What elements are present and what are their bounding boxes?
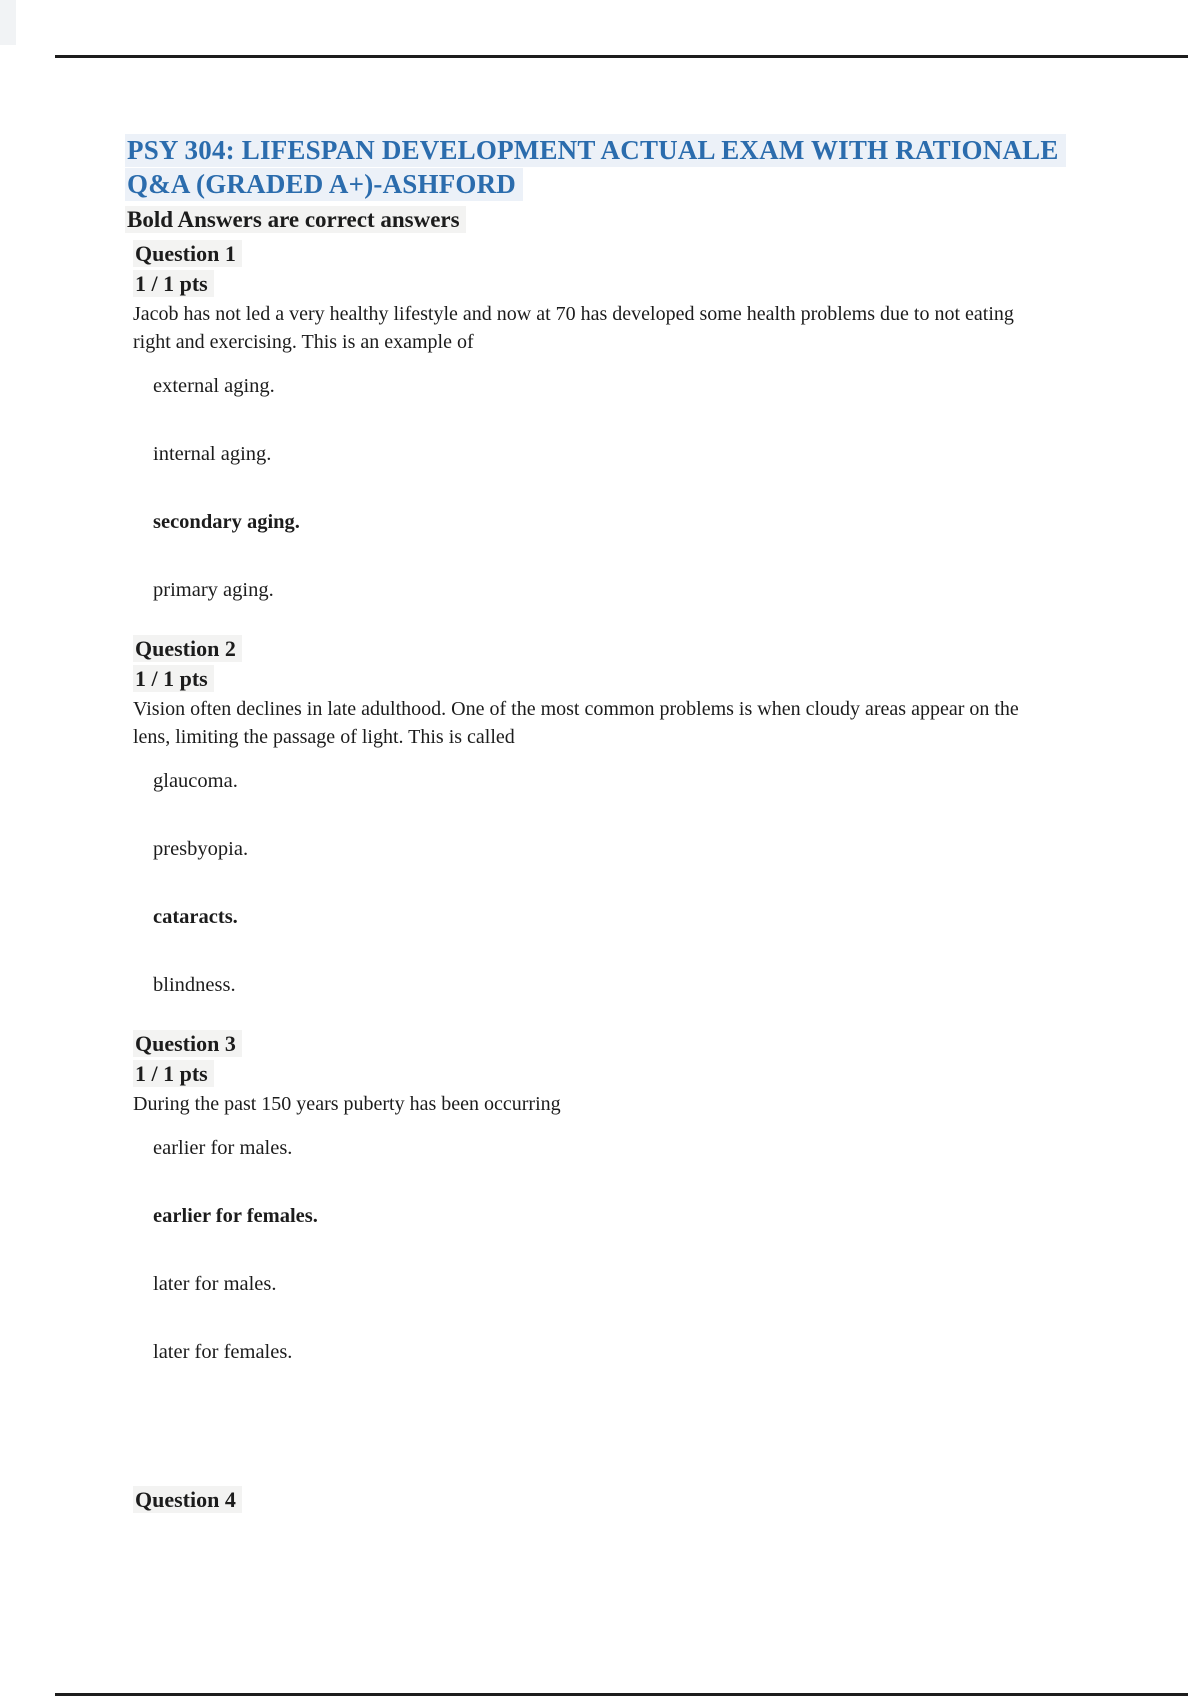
page-title-text-1: PSY 304: LIFESPAN DEVELOPMENT ACTUAL EXAM WITH RATIONALE xyxy=(125,134,1066,167)
top-rule xyxy=(55,55,1188,58)
question-label xyxy=(133,635,1075,663)
questions-list xyxy=(125,240,1075,1514)
subtitle-text: Bold Answers are correct answers xyxy=(125,206,466,233)
subtitle xyxy=(125,206,1075,234)
page-title xyxy=(125,133,1075,201)
question-label-text: Question 2 xyxy=(133,635,242,662)
question-block xyxy=(133,240,1075,604)
question-label-text: Question 3 xyxy=(133,1030,242,1057)
question-label xyxy=(133,1486,1075,1514)
question-block xyxy=(133,1486,1075,1514)
question-text: Vision often declines in late adulthood. One of the most common problems is when cloudy areas appear on the lens, limiting the passage of light. This is called xyxy=(133,698,1019,748)
question-block xyxy=(133,1030,1075,1366)
question-points-text: 1 / 1 pts xyxy=(133,270,214,297)
answer-option: later for males. xyxy=(153,1273,277,1295)
answer-option: earlier for males. xyxy=(153,1137,293,1159)
answer-option: internal aging. xyxy=(153,443,272,465)
question-points xyxy=(133,665,1075,693)
answer-option: primary aging. xyxy=(153,579,274,601)
answer-option-correct: earlier for females. xyxy=(153,1205,318,1227)
answer-option: glaucoma. xyxy=(153,770,238,792)
question-label xyxy=(133,240,1075,268)
answer-option: later for females. xyxy=(153,1341,293,1363)
answer-option: external aging. xyxy=(153,375,275,397)
answer-options xyxy=(133,1134,1075,1366)
question-block xyxy=(133,635,1075,999)
question-label-text: Question 1 xyxy=(133,240,242,267)
question-points xyxy=(133,270,1075,298)
answer-option: presbyopia. xyxy=(153,838,249,860)
page-title-line-2 xyxy=(125,167,1075,201)
question-label xyxy=(133,1030,1075,1058)
question-points xyxy=(133,1060,1075,1088)
question-text: During the past 150 years puberty has been occurring xyxy=(133,1093,561,1115)
bottom-rule xyxy=(55,1693,1188,1696)
answer-options xyxy=(133,372,1075,604)
page-title-line-1 xyxy=(125,133,1075,167)
answer-option-correct: secondary aging. xyxy=(153,511,300,533)
question-text: Jacob has not led a very healthy lifestyle and now at 70 has developed some health problems due to not eating right and exercising. This is an example of xyxy=(133,303,1014,353)
answer-options xyxy=(133,767,1075,999)
answer-option: blindness. xyxy=(153,974,236,996)
document-content xyxy=(125,133,1075,1514)
page-title-text-2: Q&A (GRADED A+)-ASHFORD xyxy=(125,168,523,201)
scan-artifact xyxy=(0,0,16,45)
question-points-text: 1 / 1 pts xyxy=(133,1060,214,1087)
question-points-text: 1 / 1 pts xyxy=(133,665,214,692)
question-label-text: Question 4 xyxy=(133,1486,242,1513)
answer-option-correct: cataracts. xyxy=(153,906,238,928)
